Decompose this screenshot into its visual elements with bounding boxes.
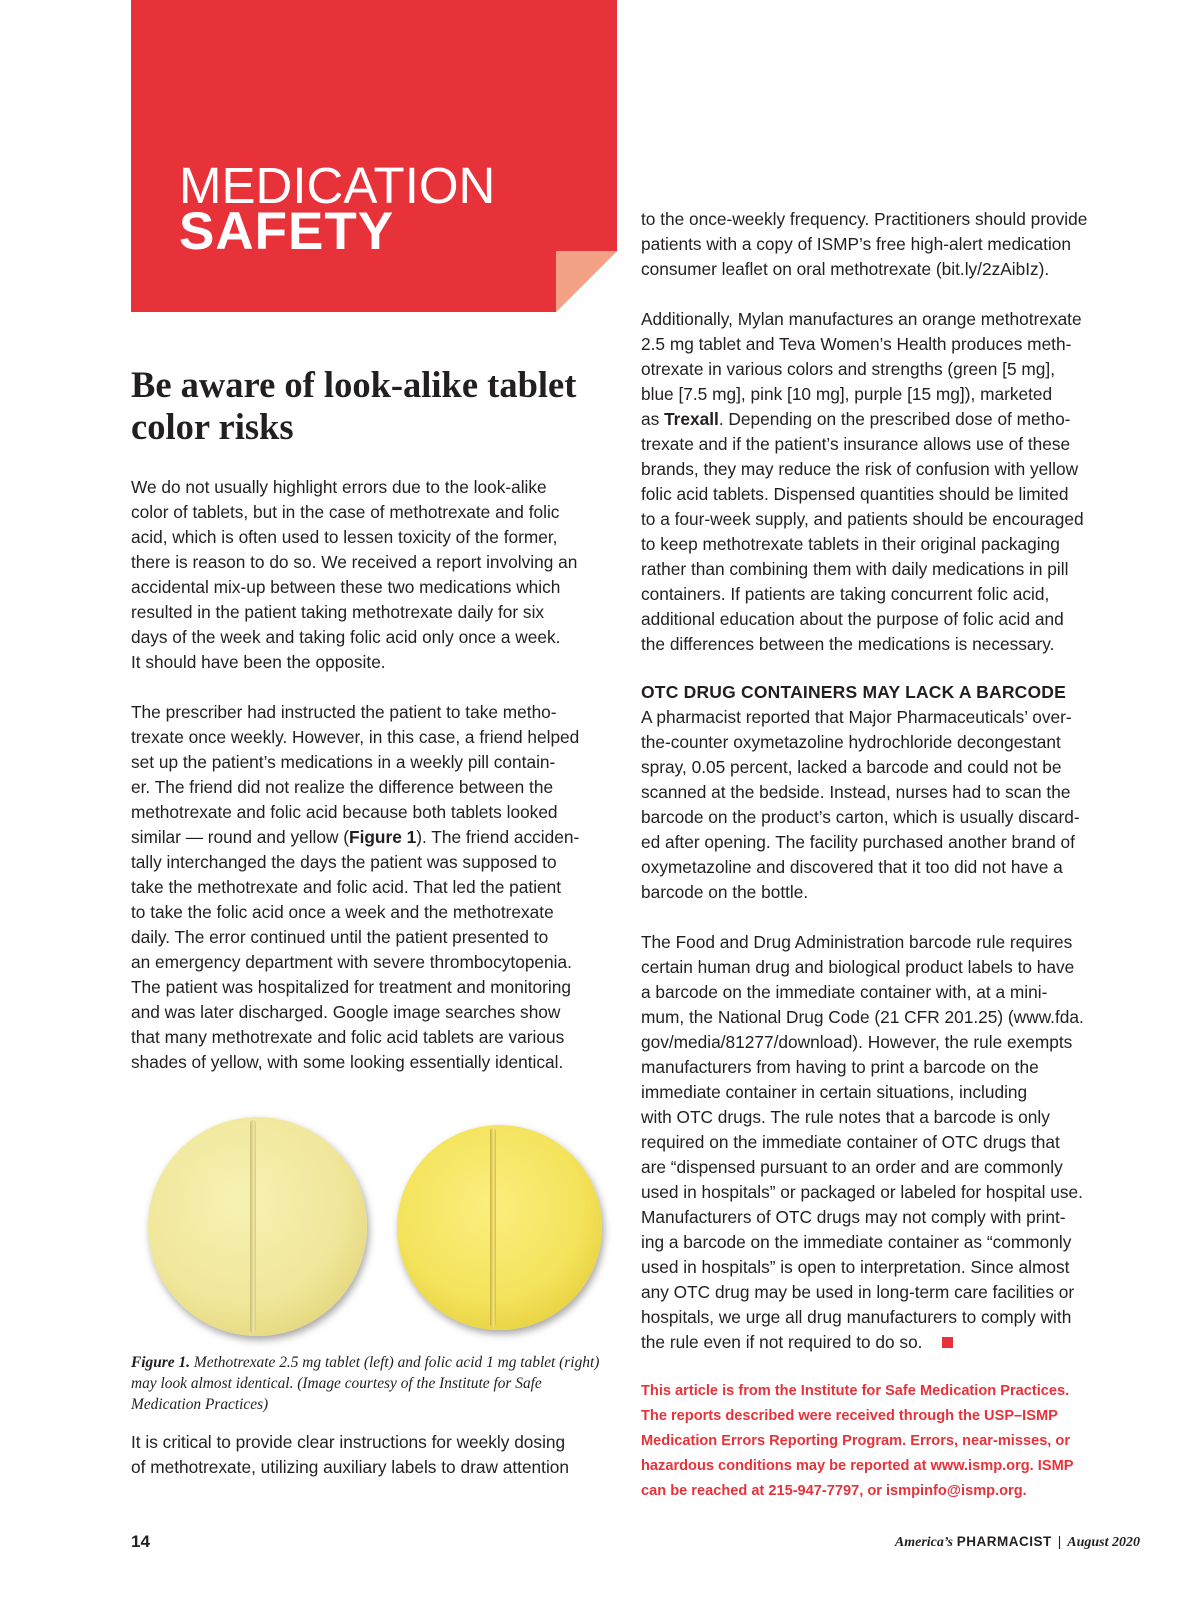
text-line: there is reason to do so. We received a report involving an (131, 552, 578, 572)
credit-line: hazardous conditions may be reported at www.ismp.org. ISMP (641, 1458, 1074, 1474)
section-subhead: OTC DRUG CONTAINERS MAY LACK A BARCODE (641, 682, 1067, 702)
text-line: We do not usually highlight errors due to the look-alike (131, 477, 547, 497)
text-line: manufacturers from having to print a barcode on the (641, 1057, 1039, 1077)
credit-line: Medication Errors Reporting Program. Errors, near-misses, or (641, 1433, 1071, 1449)
text-line: trexate and if the patient’s insurance allows use of these (641, 434, 1071, 454)
text-line: a barcode on the immediate container with, at a mini- (641, 982, 1048, 1002)
text-line: methotrexate and folic acid because both tablets looked (131, 802, 558, 822)
text-line: blue [7.5 mg], pink [10 mg], purple [15 mg]), marketed (641, 384, 1053, 404)
left-paragraph-1 (131, 475, 621, 675)
text-line: It should have been the opposite. (131, 652, 386, 672)
text-line: set up the patient’s medications in a weekly pill contain- (131, 752, 556, 772)
figure-label: Figure 1. (131, 1354, 191, 1371)
text-line: hospitals, we urge all drug manufacturers to comply with (641, 1307, 1072, 1327)
text-line: Manufacturers of OTC drugs may not comply with print- (641, 1207, 1066, 1227)
text-line: any OTC drug may be used in long-term care facilities or (641, 1282, 1075, 1302)
section-title-safety: SAFETY (179, 202, 395, 261)
text-line: brands, they may reduce the risk of confusion with yellow (641, 459, 1079, 479)
article-headline: Be aware of look-alike tablet color risks (131, 364, 577, 447)
trexall-brand: Trexall (664, 409, 719, 429)
text-line: otrexate in various colors and strengths (green [5 mg], (641, 359, 1055, 379)
text-line: patients with a copy of ISMP’s free high-alert medication (641, 234, 1072, 254)
text-line: days of the week and taking folic acid only once a week. (131, 627, 561, 647)
right-paragraph-3 (641, 705, 1141, 905)
left-paragraph-2 (131, 700, 621, 1075)
text-line: to the once-weekly frequency. Practitioners should provide (641, 209, 1088, 229)
methotrexate-tablet-image (148, 1117, 367, 1336)
text-line: rather than combining them with daily medications in pill (641, 559, 1069, 579)
text-line: of methotrexate, utilizing auxiliary labels to draw attention (131, 1457, 570, 1477)
text-line: The patient was hospitalized for treatment and monitoring (131, 977, 571, 997)
section-banner (131, 0, 617, 312)
text-line: to take the folic acid once a week and the methotrexate (131, 902, 554, 922)
text-line: color of tablets, but in the case of methotrexate and folic (131, 502, 560, 522)
text-line: and was later discharged. Google image searches show (131, 1002, 561, 1022)
publication-name-bold: PHARMACIST (956, 1534, 1052, 1549)
text-line: are “dispensed pursuant to an order and are commonly (641, 1157, 1063, 1177)
text-line: shades of yellow, with some looking essentially identical. (131, 1052, 564, 1072)
text-line: used in hospitals” is open to interpretation. Since almost (641, 1257, 1070, 1277)
tablet-score-line (250, 1120, 256, 1333)
text-line: an emergency department with severe thrombocytopenia. (131, 952, 572, 972)
final-line-text: the rule even if not required to do so. (641, 1332, 923, 1352)
text-line: the differences between the medications is necessary. (641, 634, 1055, 654)
text-line: 2.5 mg tablet and Teva Women’s Health produces meth- (641, 334, 1072, 354)
page-number: 14 (131, 1532, 150, 1551)
text-line: additional education about the purpose of folic acid and (641, 609, 1064, 629)
text-line: used in hospitals” or packaged or labeled for hospital use. (641, 1182, 1083, 1202)
credit-line: The reports described were received through the USP–ISMP (641, 1408, 1058, 1424)
ismp-credit (641, 1379, 1141, 1504)
figure-caption-text: Methotrexate 2.5 mg tablet (left) and folic acid 1 mg tablet (right) may look almost identical. (Image courtesy of the Institute for Safe Medication Practices) (131, 1354, 600, 1413)
text-line: consumer leaflet on oral methotrexate (bit.ly/2zAibIz). (641, 259, 1050, 279)
trexall-line (641, 407, 1141, 432)
folic-acid-tablet-image (397, 1125, 602, 1330)
page-fold-corner (556, 251, 617, 312)
text-line: spray, 0.05 percent, lacked a barcode and could not be (641, 757, 1062, 777)
text-line: with OTC drugs. The rule notes that a barcode is only (641, 1107, 1050, 1127)
text-line: trexate once weekly. However, in this case, a friend helped (131, 727, 580, 747)
tablet-score-line (490, 1128, 496, 1327)
text-line: barcode on the bottle. (641, 882, 809, 902)
folio-separator: | (1057, 1534, 1062, 1549)
right-paragraph-1 (641, 207, 1141, 282)
text-line: The prescriber had instructed the patient to take metho- (131, 702, 557, 722)
right-paragraph-2 (641, 307, 1141, 657)
text-line: immediate container in certain situations, including (641, 1082, 1028, 1102)
text-line: A pharmacist reported that Major Pharmaceuticals’ over- (641, 707, 1072, 727)
issue-date: August 2020 (1067, 1535, 1140, 1550)
text-line: to keep methotrexate tablets in their original packaging (641, 534, 1060, 554)
left-paragraph-3 (131, 1430, 621, 1480)
end-of-article-mark (942, 1337, 953, 1348)
text-line: Additionally, Mylan manufactures an orange methotrexate (641, 309, 1082, 329)
text-line: ing a barcode on the immediate container as “commonly (641, 1232, 1072, 1252)
text-line: oxymetazoline and discovered that it too did not have a (641, 857, 1063, 877)
final-line (641, 1330, 1141, 1355)
figure-ref-post: ). The friend acciden- (416, 827, 580, 847)
figure-caption (131, 1352, 611, 1415)
section-title-medication: MEDICATION (179, 157, 496, 214)
text-line: gov/media/81277/download). However, the rule exempts (641, 1032, 1073, 1052)
text-line: accidental mix-up between these two medications which (131, 577, 561, 597)
text-line: required on the immediate container of OTC drugs that (641, 1132, 1060, 1152)
text-line: containers. If patients are taking concurrent folic acid, (641, 584, 1050, 604)
text-line: that many methotrexate and folic acid tablets are various (131, 1027, 565, 1047)
text-line: ed after opening. The facility purchased another brand of (641, 832, 1075, 852)
publication-folio (895, 1534, 1140, 1551)
text-line: to a four-week supply, and patients should be encouraged (641, 509, 1084, 529)
text-line: the-counter oxymetazoline hydrochloride decongestant (641, 732, 1061, 752)
text-line: take the methotrexate and folic acid. That led the patient (131, 877, 562, 897)
text-line: The Food and Drug Administration barcode rule requires (641, 932, 1073, 952)
text-line: scanned at the bedside. Instead, nurses had to scan the (641, 782, 1071, 802)
text-line: barcode on the product’s carton, which is usually discard- (641, 807, 1080, 827)
text-line: daily. The error continued until the patient presented to (131, 927, 549, 947)
text-line: acid, which is often used to lessen toxicity of the former, (131, 527, 558, 547)
text-line: er. The friend did not realize the difference between the (131, 777, 554, 797)
trexall-post: . Depending on the prescribed dose of metho- (718, 409, 1071, 429)
figure-ref-pre: similar — round and yellow ( (131, 827, 350, 847)
credit-line: can be reached at 215-947-7797, or ismpinfo@ismp.org. (641, 1483, 1027, 1499)
text-line: It is critical to provide clear instructions for weekly dosing (131, 1432, 566, 1452)
credit-line: This article is from the Institute for Safe Medication Practices. (641, 1383, 1070, 1399)
text-line: certain human drug and biological product labels to have (641, 957, 1075, 977)
figure-reference-line (131, 825, 621, 850)
trexall-pre: as (641, 409, 665, 429)
figure-ref-bold: Figure 1 (349, 827, 417, 847)
publication-name-italic: America’s (894, 1535, 953, 1550)
text-line: tally interchanged the days the patient was supposed to (131, 852, 557, 872)
text-line: resulted in the patient taking methotrexate daily for six (131, 602, 545, 622)
right-paragraph-4 (641, 930, 1141, 1355)
text-line: mum, the National Drug Code (21 CFR 201.25) (www.fda. (641, 1007, 1084, 1027)
text-line: folic acid tablets. Dispensed quantities should be limited (641, 484, 1069, 504)
